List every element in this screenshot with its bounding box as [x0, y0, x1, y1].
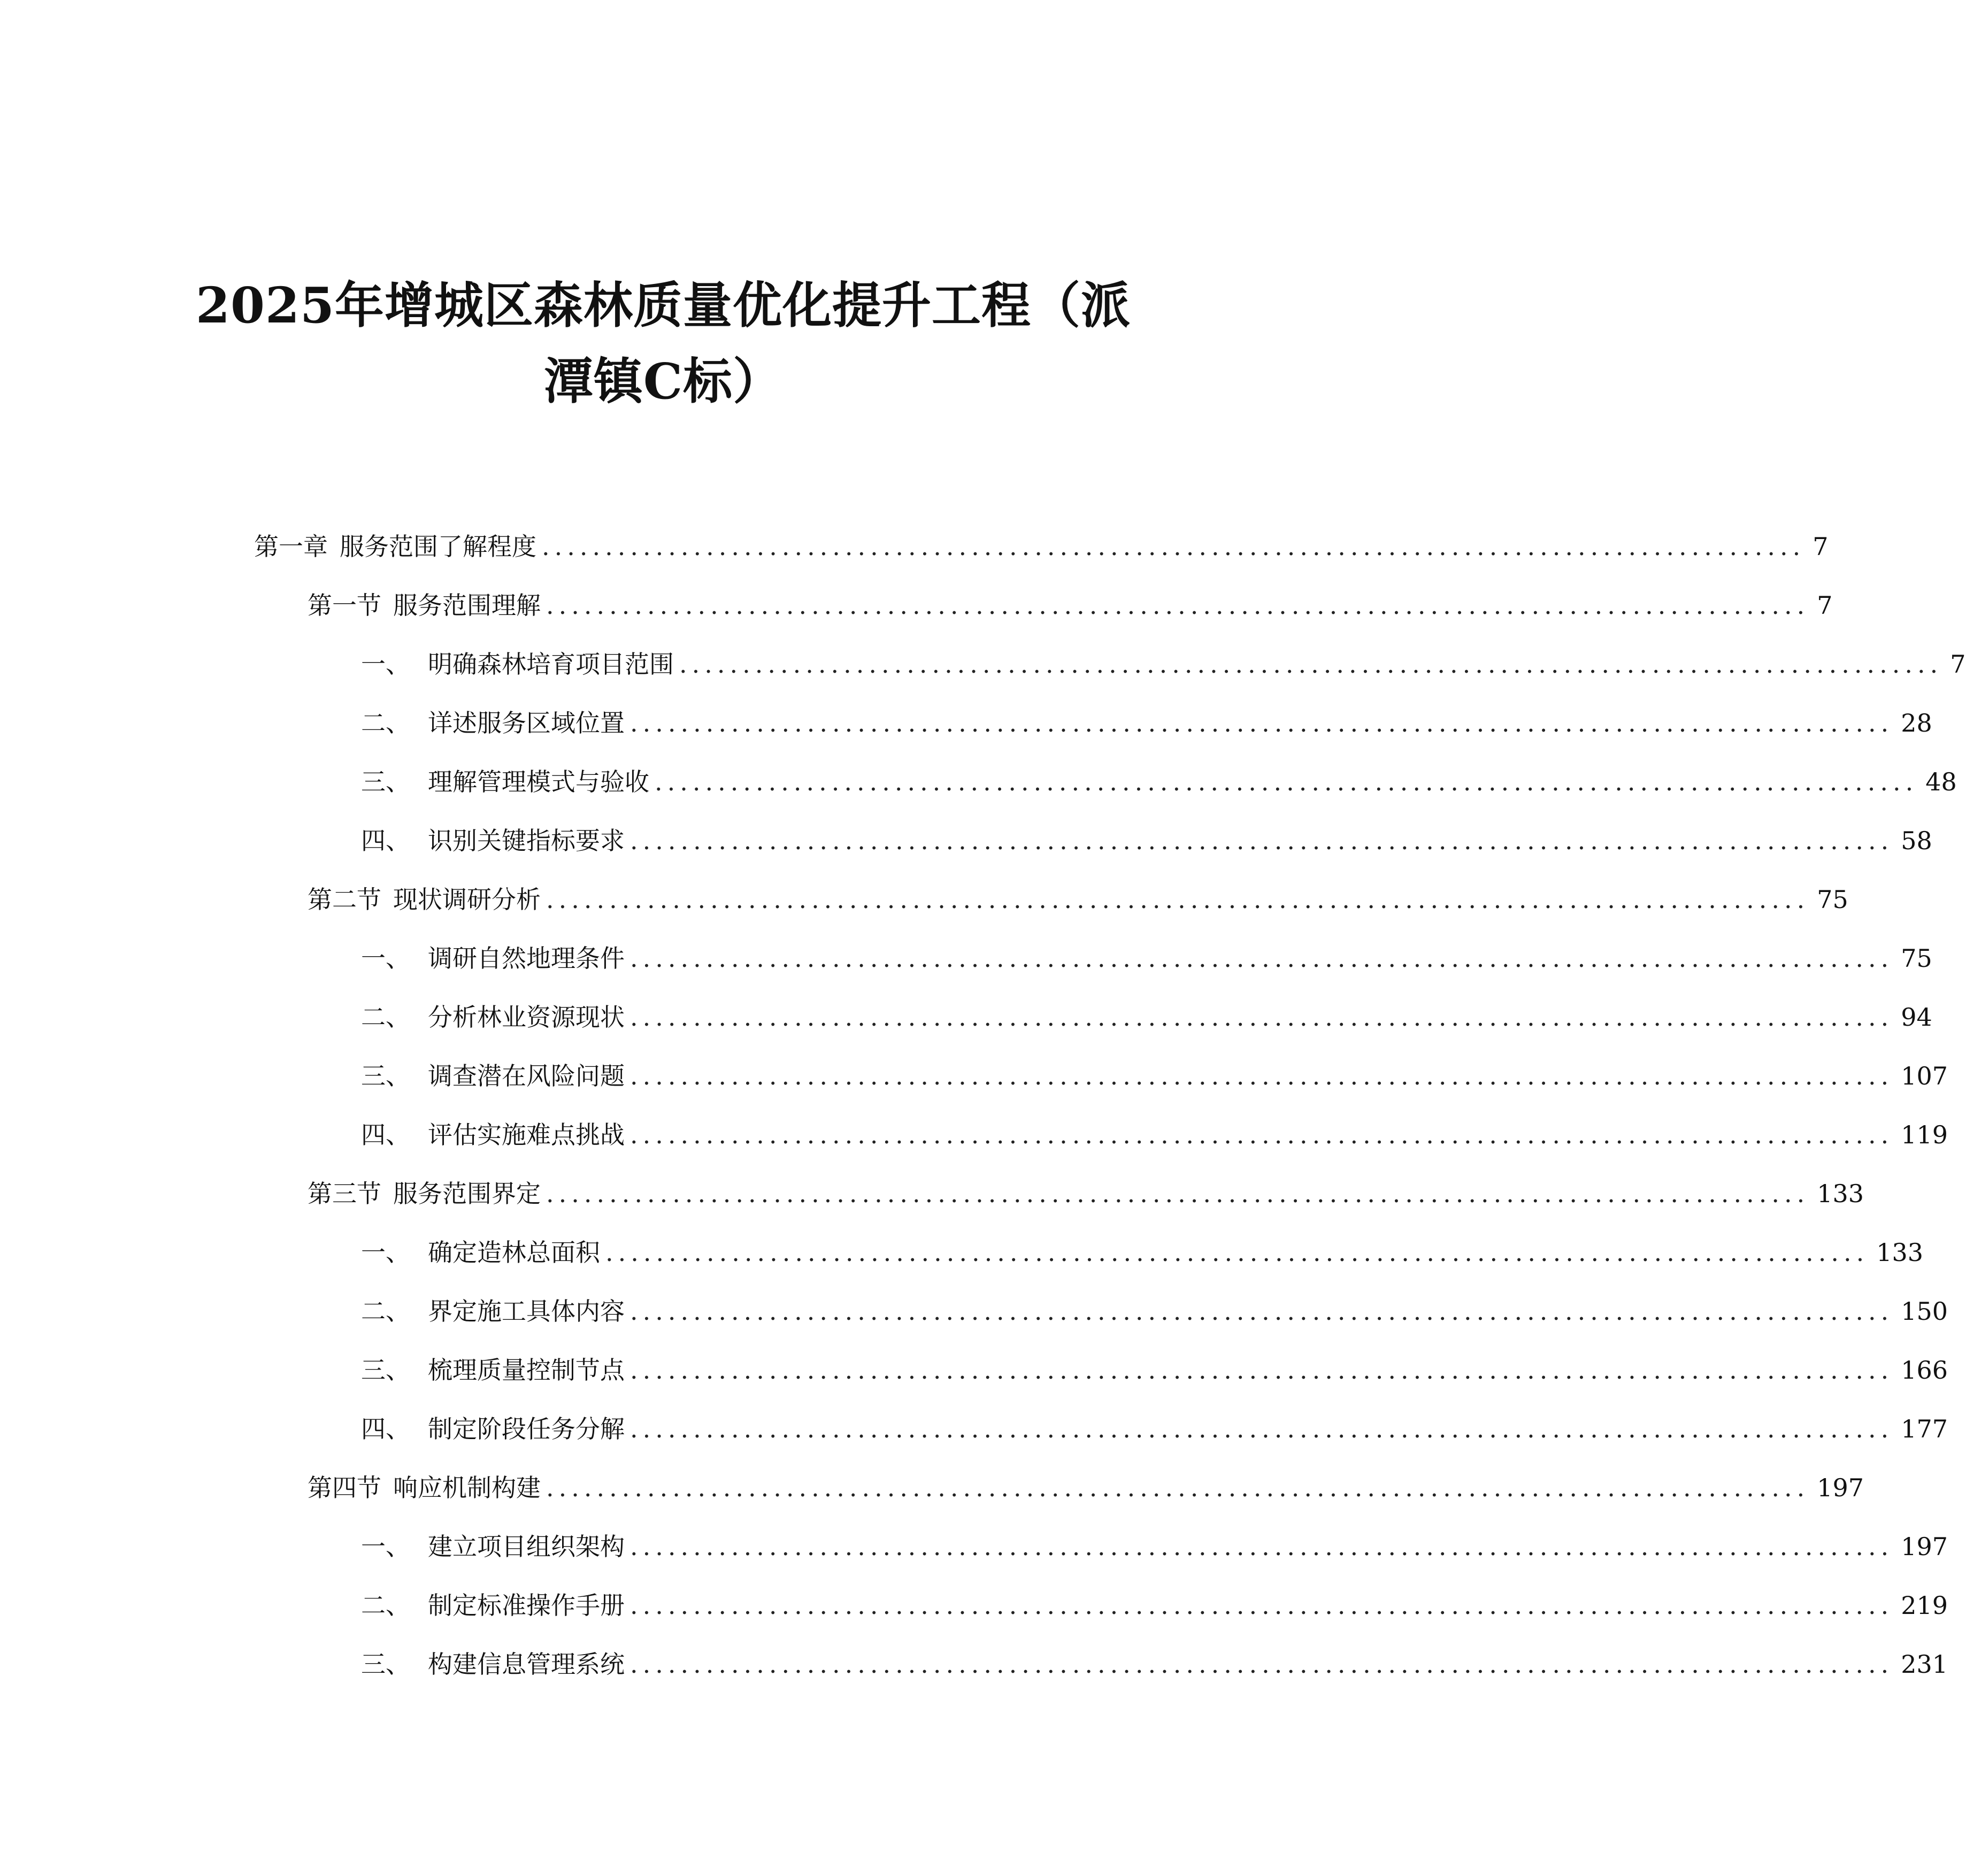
- toc-entry-title: 服务范围理解: [393, 591, 541, 620]
- toc-dot-leader: ....................................................................................................: [630, 709, 1894, 737]
- toc-entry-number: 四、: [361, 826, 410, 855]
- toc-entry-number: 四、: [361, 1414, 410, 1443]
- toc-dot-leader: ....................................................................................................: [542, 532, 1806, 561]
- toc-entry-title: 响应机制构建: [393, 1473, 541, 1502]
- toc-entry-number: 三、: [361, 1650, 410, 1679]
- toc-entry-number: 四、: [361, 1120, 410, 1149]
- toc-entry-page: 75: [1901, 944, 1932, 973]
- toc-dot-leader: ....................................................................................................: [655, 767, 1918, 796]
- toc-entry-title: 评估实施难点挑战: [428, 1120, 625, 1149]
- toc-entry-page: 133: [1876, 1238, 1924, 1267]
- toc-entry[interactable]: [361, 643, 1966, 686]
- toc-entry-number: 三、: [361, 767, 410, 796]
- toc-entry-title: 识别关键指标要求: [428, 826, 625, 855]
- toc-entry-title: 界定施工具体内容: [428, 1297, 625, 1326]
- toc-entry-page: 150: [1901, 1297, 1948, 1326]
- toc-dot-leader: ....................................................................................................: [630, 1532, 1894, 1561]
- toc-entry-page: 7: [1817, 591, 1833, 620]
- toc-dot-leader: ....................................................................................................: [630, 1003, 1894, 1032]
- toc-dot-leader: ....................................................................................................: [630, 1356, 1894, 1385]
- toc-entry-number: 第二节: [308, 885, 381, 914]
- toc-dot-leader: ....................................................................................................: [630, 1297, 1894, 1326]
- toc-entry[interactable]: [361, 702, 1932, 744]
- toc-entry-page: 28: [1901, 709, 1932, 737]
- toc-dot-leader: ....................................................................................................: [679, 650, 1943, 679]
- toc-dot-leader: ....................................................................................................: [546, 1473, 1810, 1502]
- toc-entry[interactable]: [361, 1643, 1948, 1686]
- toc-entry-page: 177: [1901, 1414, 1948, 1443]
- toc-entry-number: 第三节: [308, 1179, 381, 1208]
- toc-entry[interactable]: [361, 1113, 1948, 1156]
- toc-dot-leader: ....................................................................................................: [630, 1591, 1894, 1620]
- toc-entry[interactable]: [361, 1290, 1948, 1333]
- toc-entry-page: 58: [1901, 826, 1932, 855]
- toc-entry-page: 133: [1817, 1179, 1864, 1208]
- toc-entry-page: 219: [1901, 1591, 1948, 1620]
- toc-entry-page: 48: [1925, 767, 1957, 796]
- toc-entry-number: 一、: [361, 650, 410, 679]
- toc-entry-page: 197: [1901, 1532, 1948, 1561]
- toc-entry[interactable]: [361, 1349, 1948, 1391]
- toc-dot-leader: ....................................................................................................: [630, 1062, 1894, 1090]
- toc-entry-page: 94: [1901, 1003, 1932, 1032]
- toc-entry-title: 建立项目组织架构: [428, 1532, 625, 1561]
- title-line-1: 2025年增城区森林质量优化提升工程（派: [195, 276, 1131, 334]
- toc-entry-number: 一、: [361, 1532, 410, 1561]
- toc-dot-leader: ....................................................................................................: [630, 944, 1894, 973]
- toc-entry[interactable]: [361, 996, 1932, 1039]
- toc-dot-leader: ....................................................................................................: [605, 1238, 1869, 1267]
- toc-dot-leader: ....................................................................................................: [630, 1414, 1894, 1443]
- toc-dot-leader: ....................................................................................................: [546, 591, 1810, 620]
- toc-entry-title: 理解管理模式与验收: [428, 767, 649, 796]
- toc-dot-leader: ....................................................................................................: [546, 1179, 1810, 1208]
- toc-entry[interactable]: [254, 525, 1829, 568]
- toc-entry-number: 第一节: [308, 591, 381, 620]
- toc-entry-page: 107: [1901, 1062, 1948, 1090]
- toc-entry-title: 服务范围界定: [393, 1179, 541, 1208]
- toc-entry-title: 制定阶段任务分解: [428, 1414, 625, 1443]
- toc-entry[interactable]: [361, 1584, 1948, 1627]
- toc-entry[interactable]: [361, 1231, 1924, 1274]
- toc-entry[interactable]: [361, 937, 1932, 980]
- toc-entry-page: 75: [1817, 885, 1848, 914]
- toc-entry-number: 二、: [361, 709, 410, 737]
- toc-dot-leader: ....................................................................................................: [630, 1650, 1894, 1679]
- toc-entry-page: 197: [1817, 1473, 1864, 1502]
- toc-entry[interactable]: [308, 1172, 1864, 1215]
- toc-entry-number: 第四节: [308, 1473, 381, 1502]
- toc-entry-title: 服务范围了解程度: [340, 532, 536, 561]
- toc-entry-page: 119: [1901, 1120, 1948, 1149]
- toc-entry-page: 166: [1901, 1356, 1948, 1385]
- toc-entry-number: 二、: [361, 1297, 410, 1326]
- toc-entry-number: 三、: [361, 1356, 410, 1385]
- toc-dot-leader: ....................................................................................................: [630, 1120, 1894, 1149]
- toc-entry[interactable]: [361, 1525, 1948, 1568]
- toc-entry-page: 7: [1813, 532, 1829, 561]
- toc-entry-number: 一、: [361, 944, 410, 973]
- toc-entry-title: 现状调研分析: [393, 885, 541, 914]
- toc-dot-leader: ....................................................................................................: [546, 885, 1810, 914]
- toc-dot-leader: ....................................................................................................: [630, 826, 1894, 855]
- toc-entry[interactable]: [308, 878, 1848, 921]
- toc-entry[interactable]: [361, 760, 1957, 803]
- toc-entry-title: 梳理质量控制节点: [428, 1356, 625, 1385]
- title-line-2: 潭镇C标）: [543, 352, 783, 410]
- toc-entry[interactable]: [361, 819, 1932, 862]
- toc-entry[interactable]: [361, 1055, 1948, 1097]
- toc-entry-number: 一、: [361, 1238, 410, 1267]
- toc-entry-title: 详述服务区域位置: [428, 709, 625, 737]
- toc-entry-title: 构建信息管理系统: [428, 1650, 625, 1679]
- toc-entry[interactable]: [361, 1408, 1948, 1450]
- toc-entry[interactable]: [308, 1466, 1864, 1509]
- toc-entry-number: 第一章: [254, 532, 328, 561]
- toc-entry-title: 调研自然地理条件: [428, 944, 625, 973]
- toc-entry-number: 二、: [361, 1591, 410, 1620]
- toc-entry-number: 三、: [361, 1062, 410, 1090]
- toc-entry-title: 调查潜在风险问题: [428, 1062, 625, 1090]
- toc-entry-title: 制定标准操作手册: [428, 1591, 625, 1620]
- toc-entry[interactable]: [308, 584, 1833, 627]
- toc-entry-title: 明确森林培育项目范围: [428, 650, 674, 679]
- toc-entry-page: 231: [1901, 1650, 1948, 1679]
- toc-entry-title: 分析林业资源现状: [428, 1003, 625, 1032]
- toc-entry-page: 7: [1950, 650, 1966, 679]
- toc-entry-title: 确定造林总面积: [428, 1238, 600, 1267]
- document-title: [182, 267, 1145, 419]
- toc-entry-number: 二、: [361, 1003, 410, 1032]
